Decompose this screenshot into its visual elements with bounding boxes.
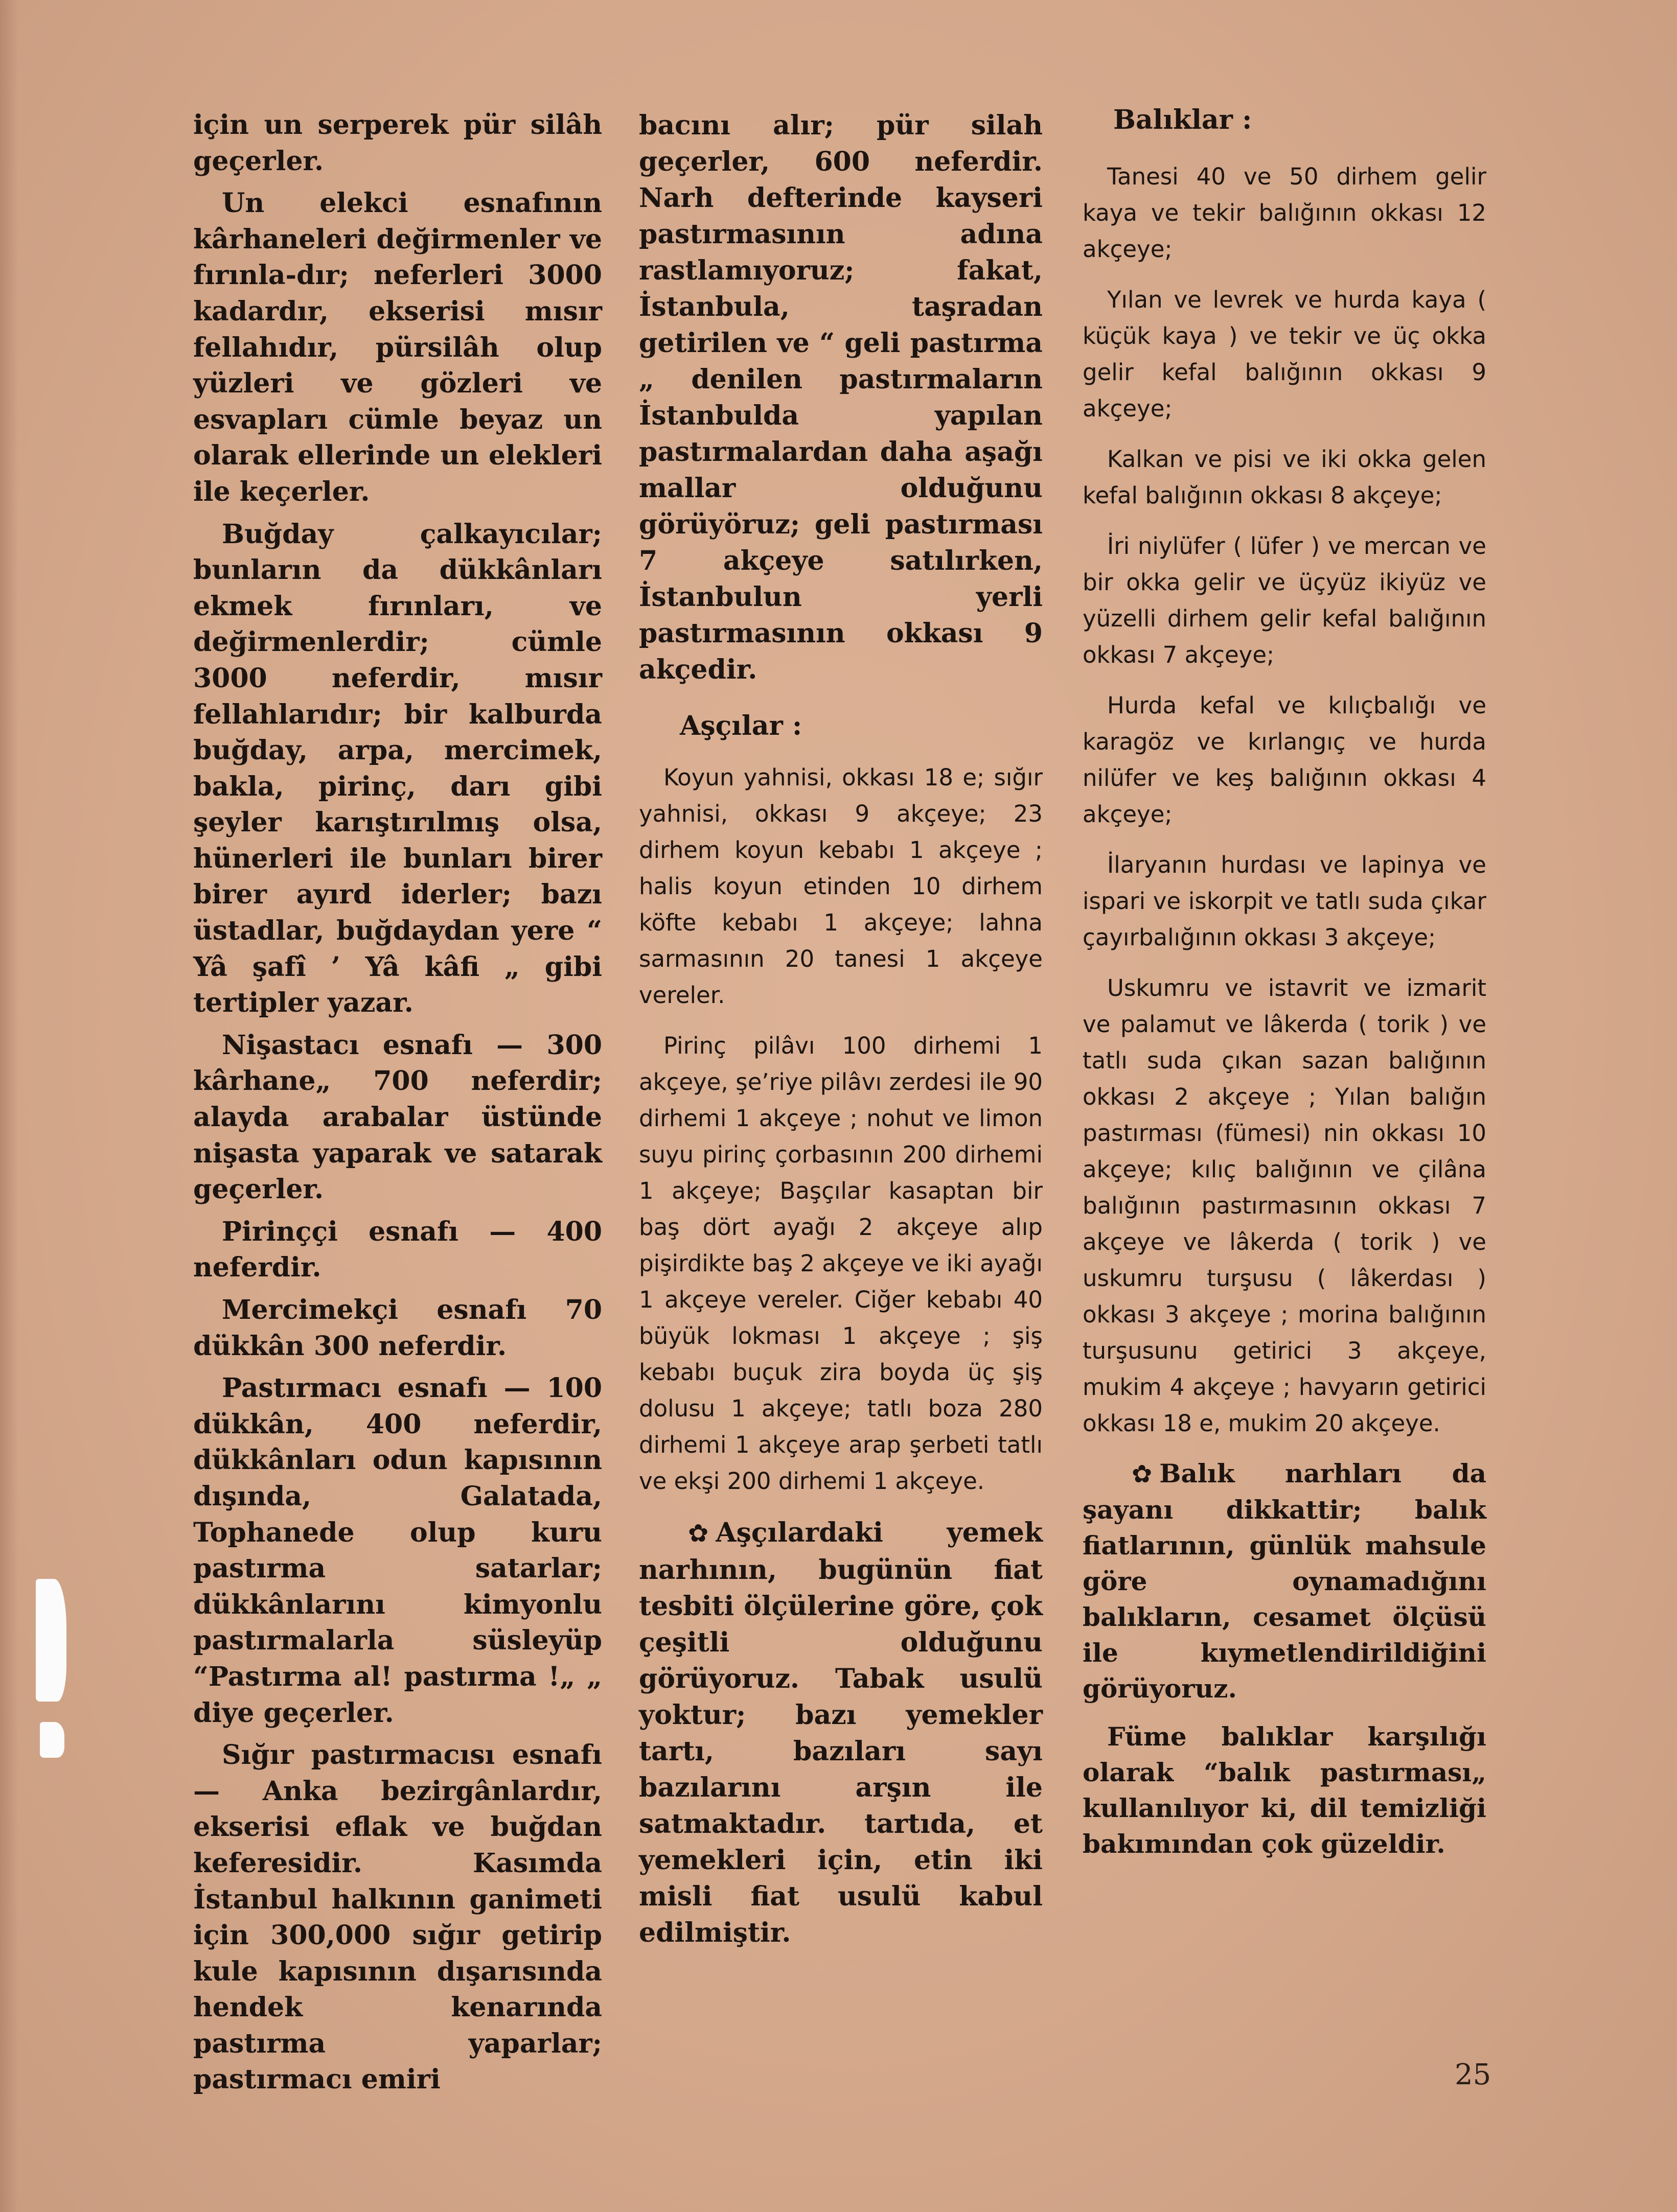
paragraph: Buğday çalkayıcılar; bunların da dükkânları ekmek fırınları, ve değirmenlerdir; cümle 3000 neferdir, mısır fellahlarıdır; bir kalburda buğday, arpa, mercimek, bakla, pirinç, darı gibi şeyler karıştırılmış olsa, hünerleri ile bunları birer birer ayırd iderler; bazı üstadlar, buğdaydan yere “ Yâ şafî ’ Yâ kâfi „ gibi tertipler yazar.	[193, 518, 602, 1019]
paragraph: Mercimekçi esnafı 70 dükkân 300 neferdir.	[193, 1294, 602, 1362]
price-list-paragraph: İlaryanın hurdası ve lapinya ve ispari ve iskorpit ve tatlı suda çıkar çayırbalığının okkası 3 akçeye;	[1083, 851, 1486, 951]
price-list-paragraph: Yılan ve levrek ve hurda kaya ( küçük kaya ) ve tekir ve üç okka gelir kefal balığının okkası 9 akçeye;	[1083, 286, 1486, 422]
note-paragraph	[1083, 1456, 1486, 1707]
paragraph: bacını alır; pür silah geçerler, 600 neferdir. Narh defterinde kayseri pastırmasının adına rastlamıyoruz; fakat, İstanbula, taşradan getirilen ve “ geli pastırma „ denilen pastırmaların İstanbulda yapılan pastırmalardan daha aşağı mallar olduğunu görüyöruz; geli pastırması 7 akçeye satılırken, İstanbulun yerli pastırmasının okkası 9 akçedir.	[639, 110, 1043, 685]
note-paragraph: Füme balıklar karşılığı olarak “balık pastırması„ kullanılıyor ki, dil temizliği bakımından çok güzeldir.	[1083, 1721, 1486, 1859]
price-list-paragraph: Hurda kefal ve kılıçbalığı ve karagöz ve kırlangıç ve hurda nilüfer ve keş balığının okkası 4 akçeye;	[1083, 692, 1486, 828]
price-list-paragraph: Kalkan ve pisi ve iki okka gelen kefal balığının okkası 8 akçeye;	[1083, 446, 1486, 509]
note-text: Aşçılardaki yemek narhının, bugünün fiat tesbiti ölçülerine göre, çok çeşitli olduğunu görüyoruz. Tabak usulü yoktur; bazı yemekler tartı, bazıları sayı bazılarını arşın ile satmaktadır. tartıda, et yemekleri için, etin iki misli fiat usulü kabul edilmiştir.	[639, 1517, 1043, 1948]
flower-bullet-icon: ✿	[688, 1519, 709, 1548]
price-list-paragraph: Koyun yahnisi, okkası 18 e; sığır yahnisi, okkası 9 akçeye; 23 dirhem koyun kebabı 1 akçeye ; halis koyun etinden 10 dirhem köfte kebabı 1 akçeye; lahna sarmasının 20 tanesi 1 akçeye vereler.	[639, 764, 1043, 1009]
paragraph: Pirinççi esnafı — 400 neferdir.	[193, 1216, 602, 1284]
price-list-paragraph: Tanesi 40 ve 50 dirhem gelir kaya ve tekir balığının okkası 12 akçeye;	[1083, 163, 1486, 263]
price-list-paragraph: İri niylüfer ( lüfer ) ve mercan ve bir okka gelir ve üçyüz ikiyüz ve yüzelli dirhem gelir kefal balığının okkası 7 akçeye;	[1083, 532, 1486, 668]
paragraph: Pastırmacı esnafı — 100 dükkân, 400 neferdir, dükkânları odun kapısının dışında, Galatada, Tophanede olup kuru pastırma satarlar; dükkânlarını kimyonlu pastırmalarla süsleyüp “Pastırma al! pastırma !„ „ diye geçerler.	[193, 1372, 602, 1729]
section-heading-baliklar: Balıklar :	[1113, 104, 1252, 135]
note-paragraph	[639, 1515, 1043, 1951]
flower-bullet-icon: ✿	[1132, 1460, 1153, 1488]
page-edge-shadow	[0, 0, 18, 2212]
column-3	[1083, 102, 1486, 1874]
note-text: Balık narhları da şayanı dikkattir; balık fiatlarının, günlük mahsule göre oynamadığını balıkların, cesamet ölçüsü ile kıymetlendirildiğini görüyoruz.	[1083, 1458, 1486, 1704]
section-heading-ascilar: Aşçılar :	[680, 710, 802, 741]
price-list-paragraph: Uskumru ve istavrit ve izmarit ve palamut ve lâkerda ( torik ) ve tatlı suda çıkan sazan balığının okkası 2 akçeye ; Yılan balığın pastırması (fümesi) nin okkası 10 akçeye; kılıç balığının ve çilâna balığının pastırmasının okkası 7 akçeye ve lâkerda ( torik ) ve uskumru turşusu ( lâkerdası ) okkası 3 akçeye ; morina balığının turşusunu getirici 3 akçeye, mukim 4 akçeye ; havyarın getirici okkası 18 e, mukim 20 akçeye.	[1083, 974, 1486, 1437]
column-1	[193, 107, 602, 2104]
paragraph: Un elekci esnafının kârhaneleri değirmenler ve fırınla-dır; neferleri 3000 kadardır, ekserisi mısır fellahıdır, pürsilâh olup yüzleri ve gözleri ve esvapları cümle beyaz un olarak ellerinde un elekleri ile keçerler.	[193, 188, 602, 507]
paragraph: için un serperek pür silâh geçerler.	[193, 109, 602, 177]
paragraph: Nişastacı esnafı — 300 kârhane„ 700 neferdir; alayda arabalar üstünde nişasta yaparak ve satarak geçerler.	[193, 1029, 602, 1205]
paragraph: Sığır pastırmacısı esnafı — Anka bezirgânlardır, ekserisi eflak ve buğdan keferesidir. Kasımda İstanbul halkının ganimeti için 300,000 sığır getirip kule kapısının dışarısında hendek kenarında pastırma yaparlar; pastırmacı emiri	[193, 1739, 602, 2095]
column-2	[639, 107, 1043, 1957]
page-number: 25	[1455, 2058, 1491, 2091]
torn-edge	[40, 1722, 64, 1758]
price-list-paragraph: Pirinç pilâvı 100 dirhemi 1 akçeye, şe’riye pilâvı zerdesi ile 90 dirhemi 1 akçeye ; nohut ve limon suyu pirinç çorbasının 200 dirhemi 1 akçeye; Başçılar kasaptan bir baş dört ayağı 2 akçeye alıp pişirdikte baş 2 akçeye ve iki ayağı 1 akçeye vereler. Ciğer kebabı 40 büyük lokması 1 akçeye ; şiş kebabı buçuk zira boyda üç şiş dolusu 1 akçeye; tatlı boza 280 dirhemi 1 akçeye arap şerbeti tatlı ve ekşi 200 dirhemi 1 akçeye.	[639, 1032, 1043, 1495]
torn-edge	[36, 1579, 66, 1702]
